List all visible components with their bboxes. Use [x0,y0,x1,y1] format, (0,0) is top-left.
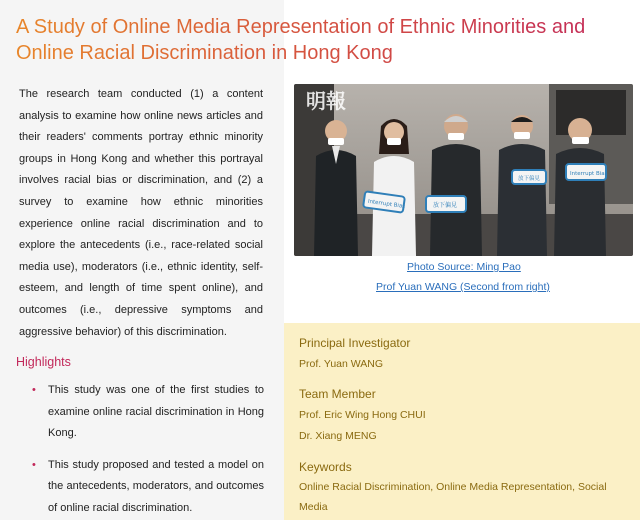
page-title: A Study of Online Media Representation of Ethnic Minorities and Online Racial Discrimination in Hong Kong [16,14,632,66]
highlight-item [30,455,264,520]
keywords-value-line1: Online Racial Discrimination, Online Media Representation, Social [299,481,607,493]
team-member-value: Dr. Xiang MENG [299,430,377,442]
bullet-icon: • [32,458,36,471]
sign-text: 放下偏見 [433,202,458,209]
photo-caption-link[interactable]: Prof Yuan WANG (Second from right) [376,281,550,293]
team-photo [294,84,633,256]
highlight-item [30,380,264,445]
principal-investigator-value: Prof. Yuan WANG [299,358,384,370]
highlight-text: This study proposed and tested a model on the antecedents, moderators, and outcomes of online racial discrimination. [48,458,264,514]
sign-interrupt-bias-right [566,164,608,180]
highlights-heading: Highlights [16,355,71,369]
sign-chinese-middle [426,196,466,212]
sign-text: Interrupt Bias [367,198,406,210]
photo-source-link[interactable]: Photo Source: Ming Pao [407,261,521,273]
keywords-value-line2: Media [299,501,328,513]
principal-investigator-label: Principal Investigator [299,336,411,350]
sign-text: Interrupt Bias [570,171,608,177]
intro-paragraph: The research team conducted (1) a content analysis to examine how online news articles and their readers' comments portray ethnic minority groups in Hong Kong and whether this portrayal involves racial bias or discrimination, and (2) a survey to examine how ethnic minorities experience online racial discrimination and to explore the antecedents (i.e., race-related social media use), moderators (i.e., ethnic identity, self-esteem, and length of time spent online), and outcomes (i.e., depressive symptoms and aggressive behavior) of this discrimination. [19,88,263,338]
sign-text: 放下偏見 [518,176,541,182]
highlights-list [30,380,264,520]
bullet-icon: • [32,384,36,396]
keywords-label: Keywords [299,460,352,474]
sign-chinese-right [512,170,546,184]
highlight-text: This study was one of the first studies to examine online racial discrimination in Hong Kong. [48,384,264,439]
team-member-value: Prof. Eric Wing Hong CHUI [299,409,426,421]
project-info-panel [284,323,640,520]
photo-watermark: 明報 [306,89,346,113]
team-member-label: Team Member [299,387,376,401]
